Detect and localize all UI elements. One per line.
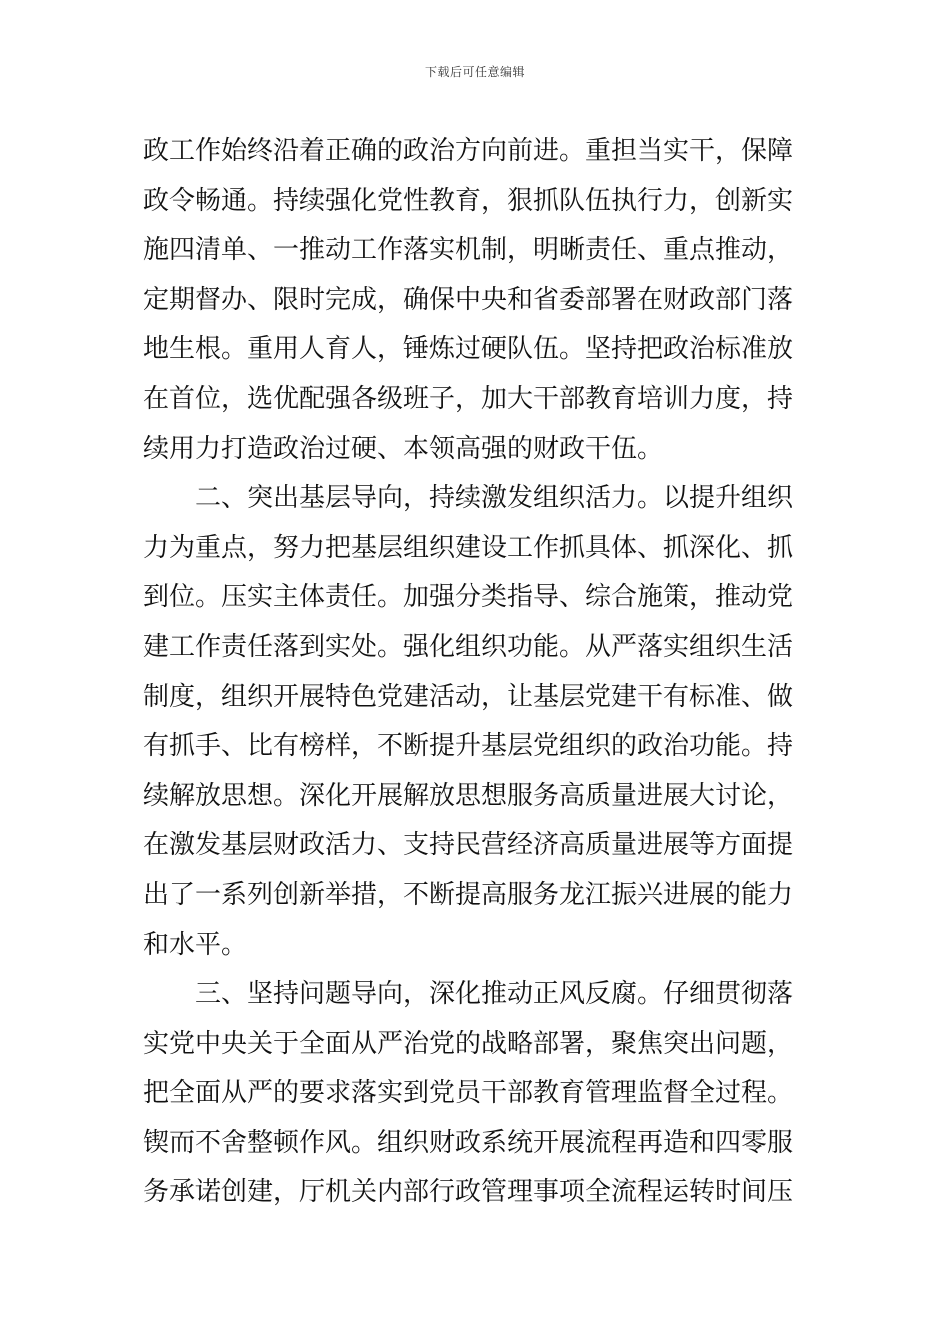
text-line: 把全面从严的要求落实到党员干部教育管理监督全过程。 — [143, 1078, 794, 1109]
paragraph-start-line: 二、突出基层导向，持续激发组织活力。以提升组织 — [195, 483, 794, 514]
text-line: 建工作责任落到实处。强化组织功能。从严落实组织生活 — [143, 631, 794, 662]
text-line: 到位。压实主体责任。加强分类指导、综合施策，推动党 — [143, 582, 794, 613]
text-line: 实党中央关于全面从严治党的战略部署，聚焦突出问题， — [143, 1028, 794, 1059]
text-line: 制度，组织开展特色党建活动，让基层党建干有标准、做 — [143, 681, 794, 712]
text-line: 定期督办、限时完成，确保中央和省委部署在财政部门落 — [143, 284, 794, 315]
document-body — [143, 127, 807, 1218]
text-line: 务承诺创建，厅机关内部行政管理事项全流程运转时间压 — [143, 1177, 794, 1208]
text-line: 政工作始终沿着正确的政治方向前进。重担当实干，保障 — [143, 136, 794, 166]
text-line: 在激发基层财政活力、支持民营经济高质量进展等方面提 — [143, 830, 794, 861]
text-line: 续解放思想。深化开展解放思想服务高质量进展大讨论， — [143, 780, 794, 811]
text-line: 力为重点，努力把基层组织建设工作抓具体、抓深化、抓 — [143, 532, 794, 563]
text-line: 在首位，选优配强各级班子，加大干部教育培训力度，持 — [143, 383, 794, 414]
text-line: 有抓手、比有榜样，不断提升基层党组织的政治功能。持 — [143, 731, 794, 762]
paragraph-start-line: 三、坚持问题导向，深化推动正风反腐。仔细贯彻落 — [195, 979, 794, 1010]
text-line: 政令畅通。持续强化党性教育，狠抓队伍执行力，创新实 — [143, 185, 794, 216]
text-line: 地生根。重用人育人，锤炼过硬队伍。坚持把政治标准放 — [143, 334, 794, 365]
page-header: 下载后可任意编辑 — [424, 65, 525, 79]
text-line: 出了一系列创新举措，不断提高服务龙江振兴进展的能力 — [143, 879, 794, 910]
text-line: 续用力打造政治过硬、本领高强的财政干伍。 — [143, 433, 664, 464]
text-line: 施四清单、一推动工作落实机制，明晰责任、重点推动， — [143, 235, 794, 266]
text-line: 锲而不舍整顿作风。组织财政系统开展流程再造和四零服 — [143, 1127, 794, 1158]
text-line: 和水平。 — [143, 929, 248, 960]
